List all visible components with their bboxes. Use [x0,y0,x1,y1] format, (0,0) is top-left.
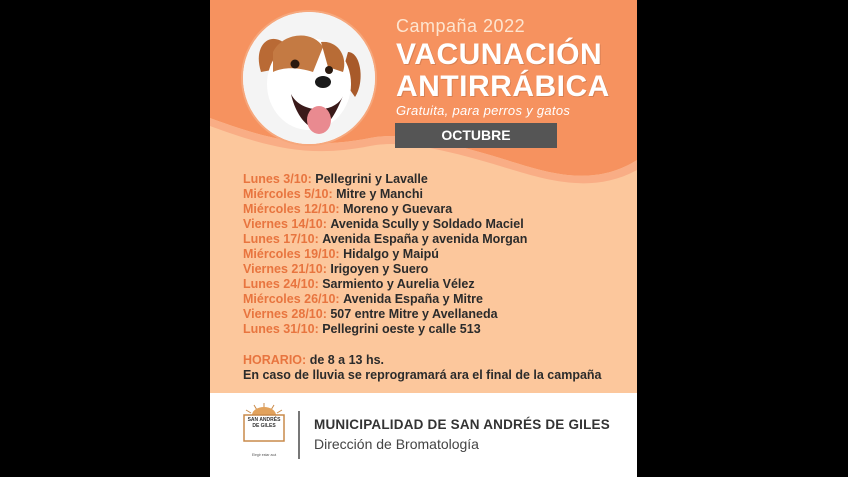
schedule-row [243,217,527,232]
footer [210,393,637,477]
schedule-row [243,292,527,307]
schedule-row [243,322,527,337]
municipality-name: MUNICIPALIDAD DE SAN ANDRÉS DE GILES [314,417,610,432]
hours-label: HORARIO: [243,353,307,367]
schedule-day: Viernes 28/10: [243,307,327,321]
sun-emblem-icon [240,401,288,461]
schedule-day: Lunes 24/10: [243,277,319,291]
schedule-place: Avenida España y avenida Morgan [322,232,528,246]
municipality-logo [240,401,288,461]
schedule-row [243,172,527,187]
campaign-poster [210,0,637,477]
logo-text: SAN ANDRÉS DE GILES [247,417,281,429]
schedule-day: Lunes 17/10: [243,232,319,246]
poster-header [210,0,637,185]
schedule-day: Miércoles 26/10: [243,292,340,306]
schedule-row [243,307,527,322]
schedule-place: Irigoyen y Suero [330,262,429,276]
schedule-place: Hidalgo y Maipú [343,247,439,261]
schedule-row [243,247,527,262]
schedule-place: Sarmiento y Aurelia Vélez [322,277,475,291]
schedule-day: Miércoles 19/10: [243,247,340,261]
department-name: Dirección de Bromatología [314,436,479,452]
hours-value: de 8 a 13 hs. [309,353,385,367]
schedule-row [243,187,527,202]
hours-line [243,353,602,368]
schedule-row [243,262,527,277]
schedule-place: Pellegrini y Lavalle [315,172,428,186]
dog-illustration [243,12,375,144]
rain-note: En caso de lluvia se reprogramará ara el final de la campaña [243,368,602,382]
schedule-day: Miércoles 12/10: [243,202,340,216]
campaign-year: Campaña 2022 [396,16,526,36]
logo-slogan: Elegir estar acá [251,453,277,457]
schedule-day: Viernes 21/10: [243,262,327,276]
schedule-day: Lunes 3/10: [243,172,312,186]
subtitle: Gratuita, para perros y gatos [396,103,571,118]
schedule-day: Lunes 31/10: [243,322,319,336]
hours-info [243,353,602,383]
schedule-place: Avenida España y Mitre [343,292,483,306]
schedule-place: Moreno y Guevara [343,202,453,216]
schedule-row [243,277,527,292]
dog-photo [243,12,375,144]
schedule-place: 507 entre Mitre y Avellaneda [330,307,498,321]
schedule-row [243,232,527,247]
title-vaccination: VACUNACIÓN [396,38,603,71]
month-banner: OCTUBRE [395,123,557,148]
schedule-row [243,202,527,217]
schedule-place: Mitre y Manchi [336,187,423,201]
schedule-list [243,172,527,337]
schedule-place: Pellegrini oeste y calle 513 [322,322,481,336]
title-antirabies: ANTIRRÁBICA [396,70,610,103]
schedule-place: Avenida Scully y Soldado Maciel [330,217,524,231]
schedule-day: Miércoles 5/10: [243,187,333,201]
schedule-day: Viernes 14/10: [243,217,327,231]
footer-divider [298,411,300,459]
